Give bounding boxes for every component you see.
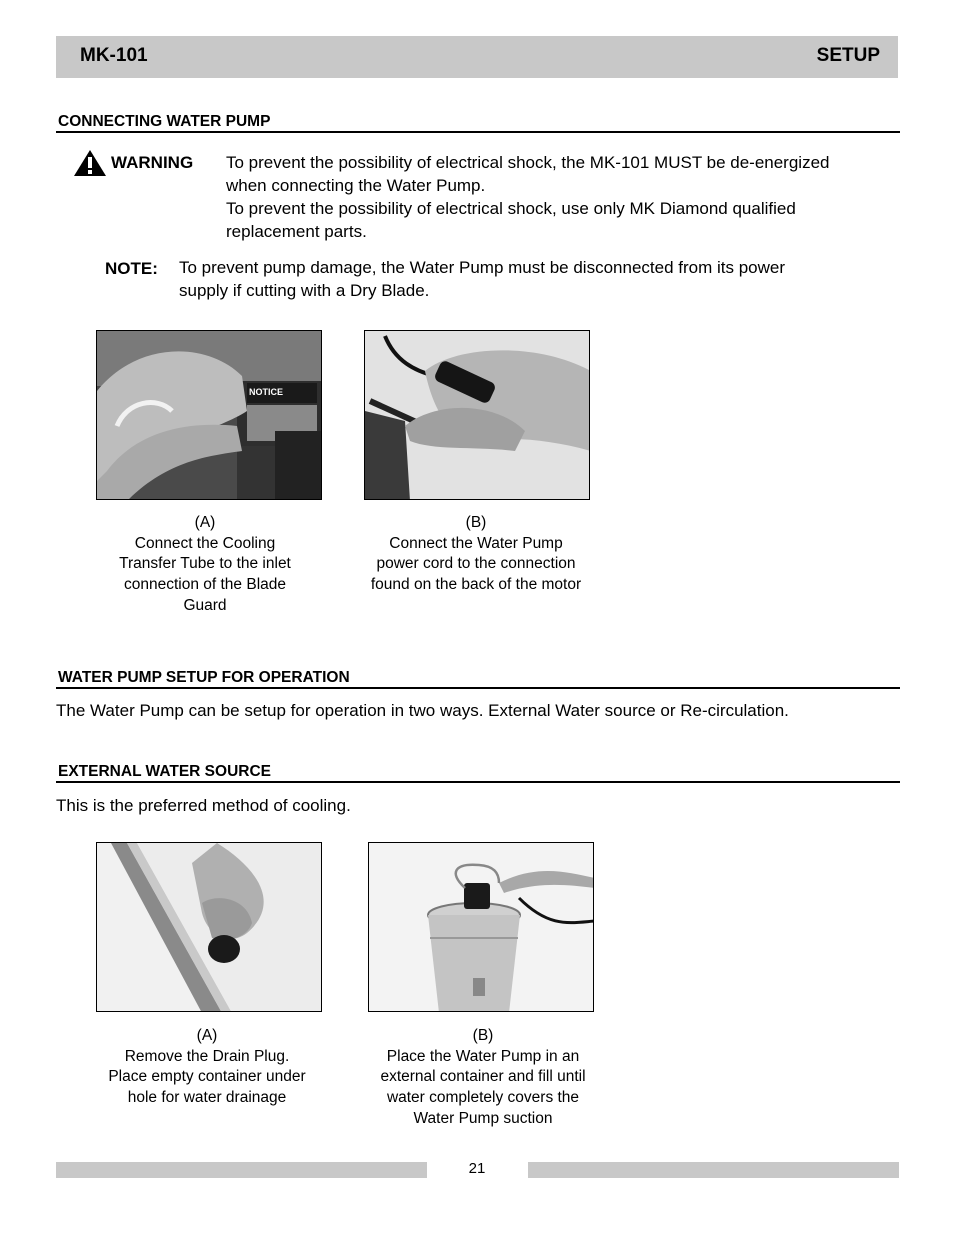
warning-line: To prevent the possibility of electrical shock, the MK-101 MUST be de-energized [226, 153, 830, 172]
caption-line: Transfer Tube to the inlet [119, 555, 291, 573]
caption-line: water completely covers the [386, 1089, 580, 1107]
section-title-connecting: CONNECTING WATER PUMP [56, 113, 900, 133]
page-number: 21 [468, 1160, 486, 1177]
caption-line: found on the back of the motor [370, 576, 582, 594]
caption-line: hole for water drainage [127, 1089, 287, 1107]
warning-text: WARNING [111, 153, 194, 172]
warning-body [226, 151, 829, 243]
footer-bar-right [528, 1162, 899, 1178]
setup-text: The Water Pump can be setup for operation in two ways. External Water source or Re-circulation. [56, 701, 789, 720]
caption-bucket-pump [358, 1026, 608, 1130]
caption-line: (B) [465, 514, 487, 531]
notice-label: NOTICE [249, 387, 284, 397]
caption-line: Place empty container under [108, 1068, 306, 1086]
photo-drain-plug [96, 842, 322, 1012]
caption-line: Remove the Drain Plug. [124, 1047, 290, 1065]
caption-line: connection of the Blade [123, 576, 286, 594]
photo-power-cord [364, 330, 590, 500]
warning-line: To prevent the possibility of electrical shock, use only MK Diamond qualified [226, 199, 796, 218]
caption-line: Place the Water Pump in an [386, 1047, 580, 1065]
section-title-external: EXTERNAL WATER SOURCE [56, 763, 900, 783]
footer-bar-left [56, 1162, 427, 1178]
warning-triangle-icon [73, 149, 107, 177]
warning-label [73, 149, 193, 177]
note-line: supply if cutting with a Dry Blade. [179, 281, 430, 300]
note-line: To prevent pump damage, the Water Pump must be disconnected from its power [179, 258, 785, 277]
warning-line: when connecting the Water Pump. [226, 176, 486, 195]
caption-line: (B) [472, 1027, 494, 1044]
note-label: NOTE: [105, 259, 158, 278]
warning-line: replacement parts. [226, 222, 367, 241]
caption-line: (A) [194, 514, 216, 531]
section-name: SETUP [816, 45, 880, 66]
caption-line: Connect the Water Pump [389, 534, 563, 552]
caption-line: Connect the Cooling [134, 534, 276, 552]
caption-line: Water Pump suction [413, 1109, 553, 1127]
photo-cooling-tube [96, 330, 322, 500]
caption-line: power cord to the connection [376, 555, 576, 573]
caption-power-cord [350, 513, 602, 596]
caption-cooling-tube [96, 513, 314, 617]
section-title-setup: WATER PUMP SETUP FOR OPERATION [56, 669, 900, 689]
caption-line: external container and fill until [380, 1068, 586, 1086]
caption-line: Guard [183, 596, 227, 614]
page-header [56, 36, 898, 78]
note-body [179, 256, 785, 302]
external-text: This is the preferred method of cooling. [56, 796, 351, 815]
caption-drain-plug [92, 1026, 322, 1109]
caption-line: (A) [196, 1027, 218, 1044]
model-name: MK-101 [80, 45, 148, 66]
photo-bucket-pump [368, 842, 594, 1012]
